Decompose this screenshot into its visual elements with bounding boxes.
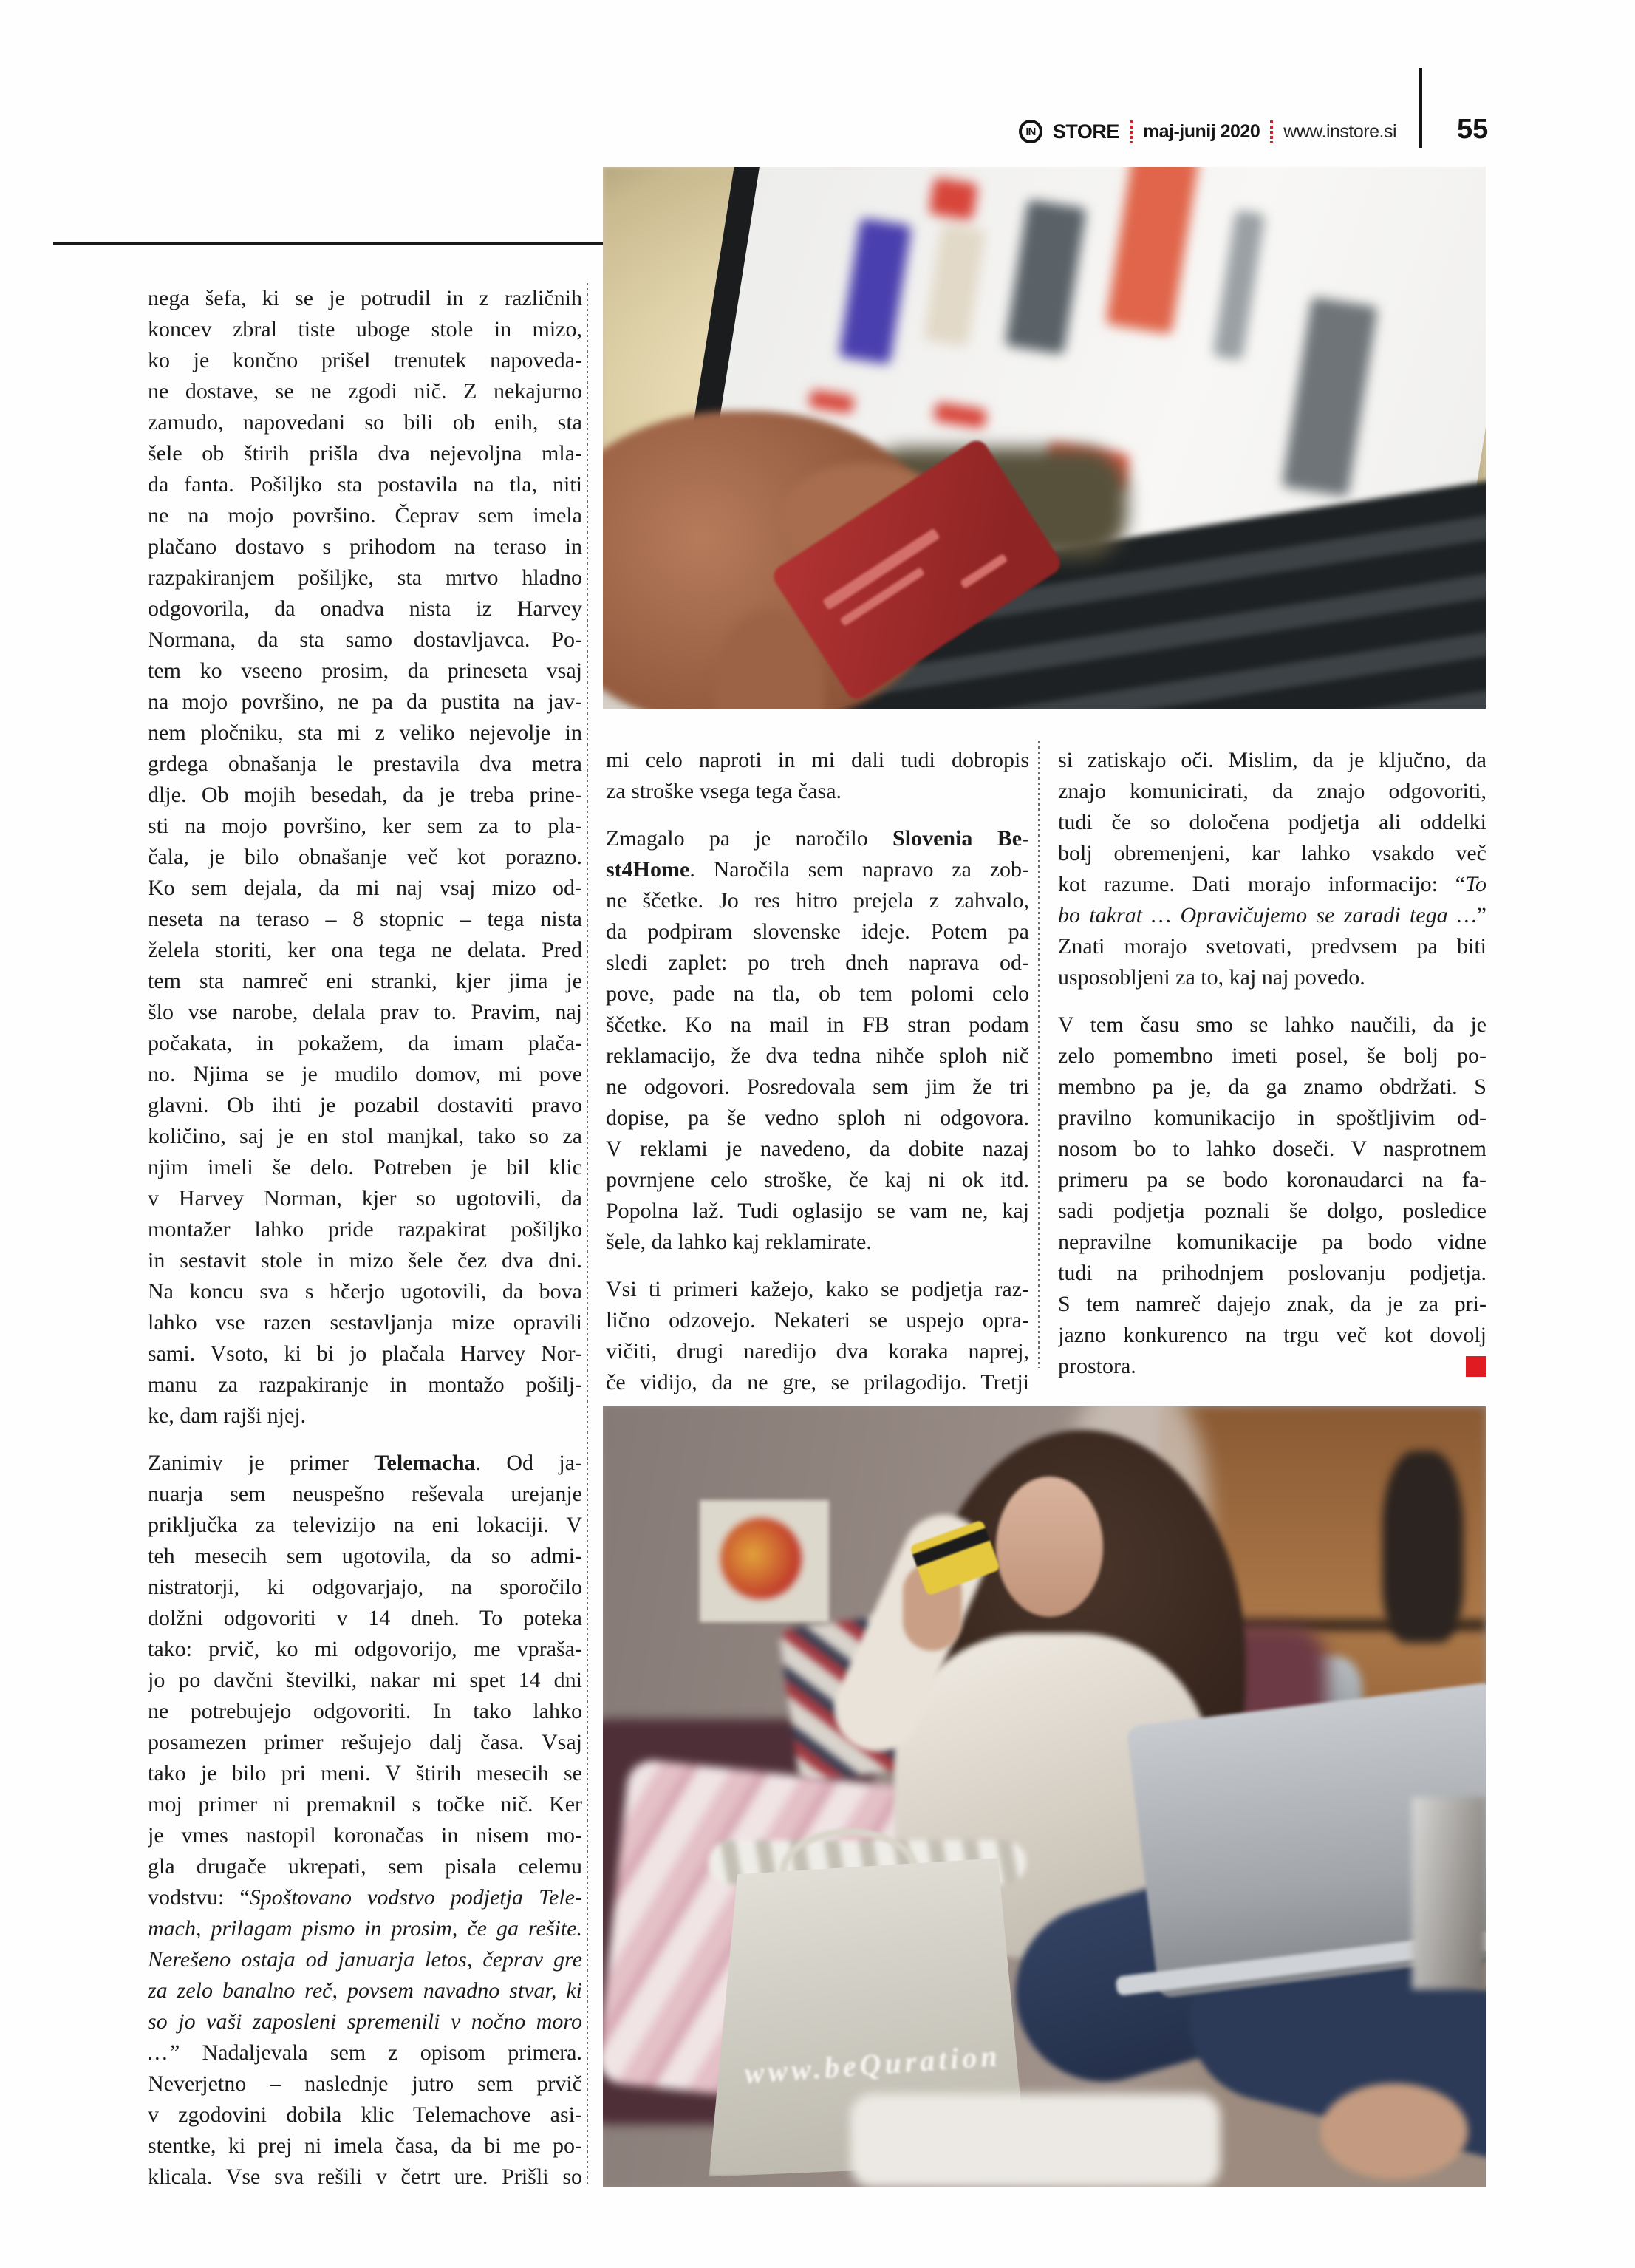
paragraph — [148, 1448, 582, 2193]
text-line: bolj obremenjeni, kar lahko vsakdo več — [1058, 841, 1486, 865]
text-line: si zatiskajo oči. Mislim, da je ključno, da — [1058, 748, 1486, 772]
text-line: razpakiranjem pošiljke, sta mrtvo hladno — [148, 565, 582, 590]
text-line: nosom bo to lahko doseči. V nasprotnem — [1058, 1137, 1486, 1161]
text-line: če vidijo, da ne gre, se prilagodijo. Tretji — [606, 1370, 1029, 1394]
text-line: priključka za televizijo na eni lokaciji. V — [148, 1513, 582, 1537]
text-line: nistratorji, ki odgovarjajo, na sporočilo — [148, 1575, 582, 1599]
text-line: količino, saj je en stol manjkal, tako so za — [148, 1124, 582, 1148]
text-line: so jo vaši zaposleni spremenili v nočno moro — [148, 2009, 582, 2034]
text-line: zelo pomembno imeti posel, še bolj po- — [1058, 1043, 1486, 1068]
text-line: mi celo naproti in mi dali tudi dobropis — [606, 748, 1029, 772]
text-line: odgovorila, da onadva nista iz Harvey — [148, 596, 582, 621]
brand-name: STORE — [1052, 120, 1119, 143]
text-line: tako je bilo pri meni. V štirih mesecih se — [148, 1761, 582, 1785]
shopping-bag-text: www.beQuration — [743, 2038, 1003, 2090]
text-line: S tem namreč dajejo znak, da je za pri- — [1058, 1292, 1486, 1316]
text-line: st4Home. Naročila sem napravo za zob- — [606, 857, 1029, 882]
paragraph — [148, 283, 582, 1431]
text-line: V reklami je navedeno, da dobite nazaj — [606, 1137, 1029, 1161]
text-line: bo takrat … Opravičujemo se zaradi tega …” — [1058, 903, 1486, 927]
text-line: moj primer ni premaknil s točke nič. Ker — [148, 1792, 582, 1816]
text-line: ne dostave, se ne zgodi nič. Z nekajurno — [148, 379, 582, 403]
text-line: počakata, in pokažem, da imam plača- — [148, 1031, 582, 1055]
text-line: sti na mojo površino, ker sem za to pla- — [148, 814, 582, 838]
paragraph — [606, 745, 1029, 807]
text-line: Zanimiv je primer Telemacha. Od ja- — [148, 1451, 582, 1475]
issue-date: maj-junij 2020 — [1142, 120, 1260, 142]
text-line: reklamacijo, že dva tedna nihče sploh nič — [606, 1043, 1029, 1068]
logo-text: IN — [1025, 125, 1036, 138]
foot — [1320, 2083, 1468, 2179]
text-line: šlo vse narobe, delala prav to. Pravim, naj — [148, 1000, 582, 1024]
text-line: šele, da lahko kaj reklamirate. — [606, 1230, 872, 1254]
text-line: želela storiti, ker ona tega ne delata. Pred — [148, 938, 582, 962]
text-line: lično odzovejo. Nekateri se uspejo opra- — [606, 1308, 1029, 1332]
text-line: zamudo, napovedani so bili ob enih, sta — [148, 410, 582, 435]
text-line: Znati morajo svetovati, predvsem pa biti — [1058, 934, 1486, 958]
top-left-rule — [53, 242, 604, 245]
text-line: neseta na teraso – 8 stopnic – tega nista — [148, 907, 582, 931]
text-line: gla drugače ukrepati, sem pisala celemu — [148, 1854, 582, 1879]
text-line: nepravilne komunikacije pa bodo vidne — [1058, 1230, 1486, 1254]
text-line: ko je končno prišel trenutek napoveda- — [148, 348, 582, 372]
text-line: grdega obnašanja le prestavila dva metra — [148, 752, 582, 776]
text-line: kot razume. Dati morajo informacijo: “To — [1058, 872, 1486, 896]
column-separator-dotted — [587, 283, 588, 2186]
text-line: v Harvey Norman, kjer so ugotovili, da — [148, 1186, 582, 1210]
text-line: pravilno komunikacijo in spoštljivim od- — [1058, 1106, 1486, 1130]
text-line: Normana, da sta samo dostavljavca. Po- — [148, 627, 582, 652]
text-line: pove, pade na tla, ob tem polomi celo — [606, 981, 1029, 1006]
text-line: Ko sem dejala, da mi naj vsaj mizo od- — [148, 876, 582, 900]
wall-picture-frame — [700, 1500, 829, 1622]
text-line: no. Njima se je mudilo domov, mi pove — [148, 1062, 582, 1086]
text-line: Zmagalo pa je naročilo Slovenia Be- — [606, 826, 1029, 851]
text-line: tem sta namreč eni stranki, kjer jima je — [148, 969, 582, 993]
text-line: da fanta. Pošiljko sta postavila na tla, niti — [148, 472, 582, 497]
text-line: prostora. — [1058, 1351, 1486, 1382]
text-line: in sestavit stole in mizo šele čez dva dni. — [148, 1248, 582, 1273]
photo-online-shopping-credit-card — [603, 167, 1486, 709]
text-line: Neverjetno – naslednje jutro sem prvič — [148, 2071, 582, 2096]
page-header — [983, 115, 1396, 148]
text-line: dlje. Ob mojih besedah, da je treba prine- — [148, 783, 582, 807]
instore-logo-icon — [1019, 120, 1042, 143]
text-line: tudi na prihodnjem poslovanju podjetja. — [1058, 1261, 1486, 1285]
article-column-middle — [606, 745, 1029, 1398]
text-line: njim imeli še delo. Potreben je bil klic — [148, 1155, 582, 1179]
text-line: stentke, ki prej ni imela časa, da bi me po- — [148, 2134, 582, 2158]
article-column-right — [1058, 745, 1486, 1382]
text-line: sami. Vsoto, ki bi jo plačala Harvey Nor- — [148, 1341, 582, 1366]
text-line: Vsi ti primeri kažejo, kako se podjetja raz- — [606, 1277, 1029, 1301]
text-line: glavni. Ob ihti je pozabil dostaviti pravo — [148, 1093, 582, 1117]
text-line: klicala. Vse sva rešili v četrt ure. Prišli so — [148, 2165, 582, 2189]
text-line: vičiti, drugi naredijo dva koraka naprej, — [606, 1339, 1029, 1363]
magazine-blur — [1412, 1797, 1486, 1989]
text-line: šele ob štirih prišla dva nejevoljna mla- — [148, 441, 582, 466]
paragraph — [1058, 1009, 1486, 1382]
text-line: na mojo površino, ne pa da pustita na jav- — [148, 689, 582, 714]
text-line: manu za razpakiranje in montažo pošilj- — [148, 1372, 582, 1397]
paragraph — [606, 1274, 1029, 1398]
background-statue — [1382, 1451, 1464, 1643]
red-dotted-separator-icon — [1270, 120, 1273, 143]
text-line: primeru pa se bodo koronaudarci na fa- — [1058, 1168, 1486, 1192]
text-line: povrnjene celo stroške, če kaj ni ok itd. — [606, 1168, 1029, 1192]
text-line: vodstvu: “Spoštovano vodstvo podjetja Tele- — [148, 1885, 582, 1910]
text-line: tako: prvič, ko mi odgovorijo, me vpraša- — [148, 1637, 582, 1661]
text-line: sledi zaplet: po treh dneh naprava od- — [606, 950, 1029, 975]
text-line: ne na mojo površino. Čeprav sem imela — [148, 503, 582, 528]
text-line: za stroške vsega tega časa. — [606, 779, 842, 803]
page-number: 55 — [1457, 114, 1489, 145]
text-line: mach, prilagam pismo in prosim, če ga rešite. — [148, 1916, 582, 1941]
text-line: za zelo banalno reč, povsem navadno stvar, ki — [148, 1978, 582, 2003]
text-line: usposobljeni za to, kaj naj povedo. — [1058, 965, 1365, 990]
text-line: lahko vse razen sestavljanja mize opravili — [148, 1310, 582, 1335]
white-blanket — [850, 2094, 1221, 2187]
article-column-left — [148, 283, 582, 2193]
text-line: nem pločniku, sta mi z veliko nejevolje in — [148, 721, 582, 745]
text-line: je vmes nastopil koronačas in nisem mo- — [148, 1823, 582, 1848]
text-line: dopise, pa še vedno sploh ni odgovora. — [606, 1106, 1029, 1130]
text-line: plačano dostavo s prihodom na teraso in — [148, 534, 582, 559]
text-line: Na koncu sva s hčerjo ugotovili, da bova — [148, 1279, 582, 1304]
red-dotted-separator-icon — [1130, 120, 1133, 143]
text-line: koncev zbral tiste uboge stole in mizo, — [148, 317, 582, 341]
text-line: V tem času smo se lahko naučili, da je — [1058, 1012, 1486, 1037]
text-line: montažer lahko pride razpakirat pošiljko — [148, 1217, 582, 1242]
text-line: posamezen primer rešujejo dalj časa. Vsaj — [148, 1730, 582, 1754]
text-line: ne odgovori. Posredovala sem jim že tri — [606, 1075, 1029, 1099]
woman-face — [996, 1477, 1103, 1617]
text-line: ne potrebujejo odgovoriti. In tako lahko — [148, 1699, 582, 1723]
text-line: tem ko vseeno prosim, da prineseta vsaj — [148, 658, 582, 683]
text-line: znajo komunicirati, da znajo odgovoriti, — [1058, 779, 1486, 803]
text-line: v zgodovini dobila klic Telemachove asi- — [148, 2102, 582, 2127]
text-line: ne ščetke. Jo res hitro prejela z zahvalo, — [606, 888, 1029, 913]
text-line: Popolna laž. Tudi oglasijo se vam ne, kaj — [606, 1199, 1029, 1223]
paragraph — [1058, 745, 1486, 993]
text-line: nega šefa, ki se je potrudil in z različnih — [148, 286, 582, 310]
text-line: jazno konkurenco na trgu več kot dovolj — [1058, 1323, 1486, 1347]
article-end-mark — [1466, 1356, 1486, 1377]
text-line: nuarja sem neuspešno reševala urejanje — [148, 1482, 582, 1506]
photo-woman-shopping-online — [603, 1406, 1486, 2187]
text-line: dolžni odgovoriti v 14 dneh. To poteka — [148, 1606, 582, 1630]
text-line: sadi podjetja poznali še dolgo, posledice — [1058, 1199, 1486, 1223]
text-line: …” Nadaljevala sem z opisom primera. — [148, 2040, 582, 2065]
text-line: čala, je bilo obnašanje več kot porazno. — [148, 845, 582, 869]
text-line: tudi če so določena podjetja ali oddelki — [1058, 810, 1486, 834]
column-separator-dotted — [1038, 741, 1040, 1368]
text-line: membno pa je, da ga znamo obdržati. S — [1058, 1075, 1486, 1099]
text-line: teh mesecih sem ugotovila, da so admi- — [148, 1544, 582, 1568]
text-line: ščetke. Ko na mail in FB stran podam — [606, 1012, 1029, 1037]
text-line: ke, dam rajši njej. — [148, 1403, 307, 1428]
text-line: Nerešeno ostaja od januarja letos, čeprav gre — [148, 1947, 582, 1972]
text-line: jo po davčni številki, nakar mi spet 14 dni — [148, 1668, 582, 1692]
text-line: da podpiram slovenske ideje. Potem pa — [606, 919, 1029, 944]
paragraph — [606, 823, 1029, 1258]
website-url: www.instore.si — [1283, 120, 1396, 142]
header-divider-line — [1419, 68, 1422, 148]
